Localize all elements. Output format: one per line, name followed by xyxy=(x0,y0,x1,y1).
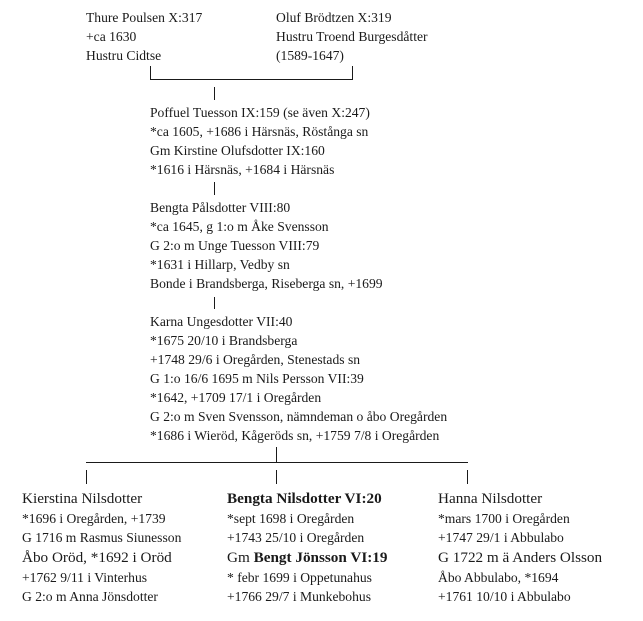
text-line: +1762 9/11 i Vinterhus xyxy=(22,570,148,585)
text-line: +1743 25/10 i Oregården xyxy=(227,530,365,545)
text-line: Gm Kirstine Olufsdotter IX:160 xyxy=(150,143,325,158)
text-line: G 1722 m ä Anders Olsson xyxy=(438,549,603,566)
text-line: *ca 1605, +1686 i Härsnäs, Röstånga sn xyxy=(150,124,369,139)
text-line: G 2:o m Unge Tuesson VIII:79 xyxy=(150,238,320,253)
bengta-palsdotter-block xyxy=(150,198,383,293)
children-connector-right-drop xyxy=(467,470,468,484)
child-name: Kierstina Nilsdotter xyxy=(22,490,143,507)
connector-down xyxy=(214,87,215,100)
text-line: +ca 1630 xyxy=(86,29,137,44)
spouse-line xyxy=(227,547,388,568)
text-line: Hustru Cidtse xyxy=(86,48,162,63)
text-line: Åbo Oröd, *1692 i Oröd xyxy=(22,549,172,566)
poffuel-block xyxy=(150,103,370,179)
connector-horizontal xyxy=(150,79,353,80)
connector-left-tick xyxy=(150,66,151,80)
text-line: G 2:o m Anna Jönsdotter xyxy=(22,589,158,604)
connector-down xyxy=(214,182,215,195)
text-line: *1686 i Wieröd, Kågeröds sn, +1759 7/8 i Oregården xyxy=(150,428,440,443)
child-name: Hanna Nilsdotter xyxy=(438,490,543,507)
child-name: Bengta Nilsdotter VI:20 xyxy=(227,490,382,507)
spouse-prefix: Gm xyxy=(227,549,254,566)
text-line: G 1716 m Rasmus Siunesson xyxy=(22,530,182,545)
text-line: Bengta Pålsdotter VIII:80 xyxy=(150,200,291,215)
children-connector-center-stem xyxy=(276,447,277,463)
children-connector-left-drop xyxy=(86,470,87,484)
text-line: *1696 i Oregården, +1739 xyxy=(22,511,166,526)
text-line: *1675 20/10 i Brandsberga xyxy=(150,333,298,348)
child-hanna xyxy=(438,488,602,606)
text-line: Poffuel Tuesson IX:159 (se även X:247) xyxy=(150,105,370,120)
top-left-couple xyxy=(86,8,202,65)
text-line: G 1:o 16/6 1695 m Nils Persson VII:39 xyxy=(150,371,364,386)
text-line: *1631 i Hillarp, Vedby sn xyxy=(150,257,290,272)
connector-right-tick xyxy=(352,66,353,80)
text-line: +1766 29/7 i Munkebohus xyxy=(227,589,371,604)
spouse-name: Bengt Jönsson VI:19 xyxy=(253,549,388,566)
text-line: (1589-1647) xyxy=(276,48,344,63)
text-line: +1761 10/10 i Abbulabo xyxy=(438,589,571,604)
text-line: +1747 29/1 i Abbulabo xyxy=(438,530,564,545)
text-line: Thure Poulsen X:317 xyxy=(86,10,203,25)
text-line: G 2:o m Sven Svensson, nämndeman o åbo Oregården xyxy=(150,409,448,424)
text-line: *1642, +1709 17/1 i Oregården xyxy=(150,390,322,405)
child-bengta-nilsdotter xyxy=(227,488,388,606)
child-kierstina xyxy=(22,488,181,606)
text-line: Oluf Brödtzen X:319 xyxy=(276,10,392,25)
text-line: * febr 1699 i Oppetunahus xyxy=(227,570,372,585)
text-line: *1616 i Härsnäs, +1684 i Härsnäs xyxy=(150,162,335,177)
children-connector-mid-drop xyxy=(276,470,277,484)
karna-ungesdotter-block xyxy=(150,312,447,445)
text-line: *sept 1698 i Oregården xyxy=(227,511,355,526)
top-right-couple xyxy=(276,8,428,65)
text-line: Karna Ungesdotter VII:40 xyxy=(150,314,293,329)
text-line: *ca 1645, g 1:o m Åke Svensson xyxy=(150,219,329,234)
text-line: Åbo Abbulabo, *1694 xyxy=(438,570,559,585)
text-line: Bonde i Brandsberga, Riseberga sn, +1699 xyxy=(150,276,383,291)
text-line: Hustru Troend Burgesdåtter xyxy=(276,29,428,44)
connector-down xyxy=(214,297,215,309)
text-line: *mars 1700 i Oregården xyxy=(438,511,570,526)
text-line: +1748 29/6 i Oregården, Stenestads sn xyxy=(150,352,361,367)
